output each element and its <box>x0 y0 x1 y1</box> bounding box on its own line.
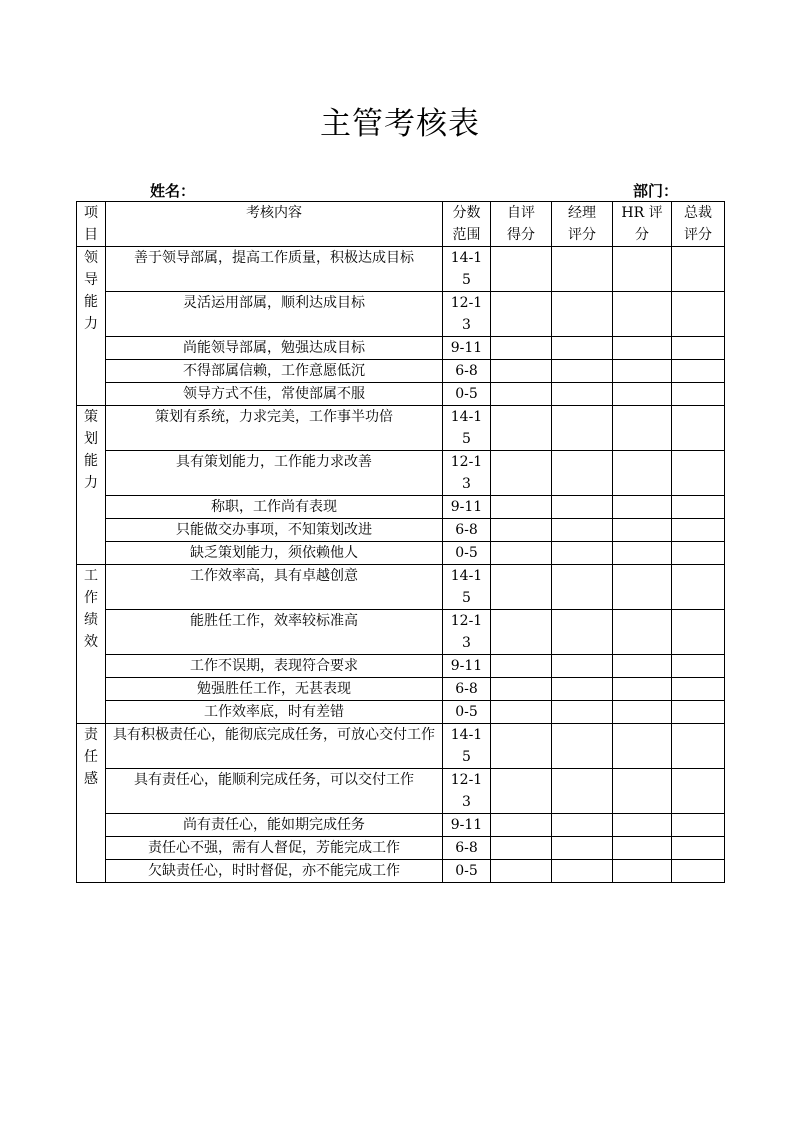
table-row <box>77 519 725 542</box>
manager-score-cell[interactable] <box>552 360 613 383</box>
score-range-cell: 14-15 <box>443 247 491 292</box>
category-cell-responsibility: 责任感 <box>77 724 106 883</box>
hr-score-cell[interactable] <box>613 701 672 724</box>
table-row <box>77 769 725 814</box>
table-row <box>77 701 725 724</box>
score-range-cell: 0-5 <box>443 701 491 724</box>
header-item: 项目 <box>77 202 106 247</box>
hr-score-cell[interactable] <box>613 292 672 337</box>
self-score-cell[interactable] <box>491 655 552 678</box>
manager-score-cell[interactable] <box>552 383 613 406</box>
manager-score-cell[interactable] <box>552 337 613 360</box>
score-range-cell: 6-8 <box>443 519 491 542</box>
hr-score-cell[interactable] <box>613 860 672 883</box>
table-row <box>77 814 725 837</box>
score-range-cell: 12-13 <box>443 769 491 814</box>
score-range-cell: 9-11 <box>443 337 491 360</box>
hr-score-cell[interactable] <box>613 655 672 678</box>
manager-score-cell[interactable] <box>552 406 613 451</box>
criteria-cell: 领导方式不佳，常使部属不服 <box>106 383 443 406</box>
hr-score-cell[interactable] <box>613 406 672 451</box>
table-row <box>77 383 725 406</box>
table-row <box>77 565 725 610</box>
table-row <box>77 292 725 337</box>
evaluation-table <box>76 201 725 883</box>
score-range-cell: 12-13 <box>443 610 491 655</box>
manager-score-cell[interactable] <box>552 860 613 883</box>
table-row <box>77 406 725 451</box>
header-manager-score: 经理评分 <box>552 202 613 247</box>
table-row <box>77 837 725 860</box>
table-row <box>77 360 725 383</box>
ceo-score-cell[interactable] <box>672 678 725 701</box>
self-score-cell[interactable] <box>491 860 552 883</box>
category-cell-leadership: 领导能力 <box>77 247 106 406</box>
manager-score-cell[interactable] <box>552 678 613 701</box>
self-score-cell[interactable] <box>491 496 552 519</box>
score-range-cell: 0-5 <box>443 383 491 406</box>
self-score-cell[interactable] <box>491 360 552 383</box>
hr-score-cell[interactable] <box>613 837 672 860</box>
table-row <box>77 496 725 519</box>
table-row <box>77 542 725 565</box>
score-range-cell: 12-13 <box>443 451 491 496</box>
criteria-cell: 缺乏策划能力，须依赖他人 <box>106 542 443 565</box>
criteria-cell: 工作不误期，表现符合要求 <box>106 655 443 678</box>
hr-score-cell[interactable] <box>613 451 672 496</box>
criteria-cell: 勉强胜任工作，无甚表现 <box>106 678 443 701</box>
ceo-score-cell[interactable] <box>672 860 725 883</box>
ceo-score-cell[interactable] <box>672 610 725 655</box>
manager-score-cell[interactable] <box>552 247 613 292</box>
manager-score-cell[interactable] <box>552 519 613 542</box>
hr-score-cell[interactable] <box>613 678 672 701</box>
page-title: 主管考核表 <box>320 106 480 142</box>
criteria-cell: 只能做交办事项，不知策划改进 <box>106 519 443 542</box>
hr-score-cell[interactable] <box>613 247 672 292</box>
hr-score-cell[interactable] <box>613 383 672 406</box>
hr-score-cell[interactable] <box>613 496 672 519</box>
header-self-score: 自评得分 <box>491 202 552 247</box>
score-range-cell: 6-8 <box>443 678 491 701</box>
hr-score-cell[interactable] <box>613 360 672 383</box>
ceo-score-cell[interactable] <box>672 724 725 769</box>
score-range-cell: 12-13 <box>443 292 491 337</box>
score-range-cell: 14-15 <box>443 565 491 610</box>
score-range-cell: 0-5 <box>443 860 491 883</box>
criteria-cell: 不得部属信赖，工作意愿低沉 <box>106 360 443 383</box>
score-range-cell: 9-11 <box>443 496 491 519</box>
ceo-score-cell[interactable] <box>672 542 725 565</box>
department-label: 部门： <box>633 182 679 200</box>
manager-score-cell[interactable] <box>552 496 613 519</box>
category-cell-performance: 工作绩效 <box>77 565 106 724</box>
hr-score-cell[interactable] <box>613 724 672 769</box>
manager-score-cell[interactable] <box>552 655 613 678</box>
category-cell-planning: 策划能力 <box>77 406 106 565</box>
criteria-cell: 称职，工作尚有表现 <box>106 496 443 519</box>
header-ceo-score: 总裁评分 <box>672 202 725 247</box>
self-score-cell[interactable] <box>491 337 552 360</box>
manager-score-cell[interactable] <box>552 724 613 769</box>
manager-score-cell[interactable] <box>552 451 613 496</box>
ceo-score-cell[interactable] <box>672 837 725 860</box>
table-row <box>77 451 725 496</box>
criteria-cell: 欠缺责任心，时时督促，亦不能完成工作 <box>106 860 443 883</box>
table-row <box>77 678 725 701</box>
manager-score-cell[interactable] <box>552 565 613 610</box>
header-hr-score: HR 评分 <box>613 202 672 247</box>
self-score-cell[interactable] <box>491 837 552 860</box>
self-score-cell[interactable] <box>491 701 552 724</box>
ceo-score-cell[interactable] <box>672 383 725 406</box>
header-content: 考核内容 <box>106 202 443 247</box>
ceo-score-cell[interactable] <box>672 655 725 678</box>
criteria-cell: 工作效率高，具有卓越创意 <box>106 565 443 610</box>
self-score-cell[interactable] <box>491 451 552 496</box>
ceo-score-cell[interactable] <box>672 451 725 496</box>
manager-score-cell[interactable] <box>552 701 613 724</box>
header-row <box>77 202 725 247</box>
hr-score-cell[interactable] <box>613 542 672 565</box>
criteria-cell: 具有策划能力，工作能力求改善 <box>106 451 443 496</box>
ceo-score-cell[interactable] <box>672 814 725 837</box>
ceo-score-cell[interactable] <box>672 565 725 610</box>
score-range-cell: 9-11 <box>443 655 491 678</box>
criteria-cell: 策划有系统，力求完美，工作事半功倍 <box>106 406 443 451</box>
score-range-cell: 0-5 <box>443 542 491 565</box>
self-score-cell[interactable] <box>491 247 552 292</box>
self-score-cell[interactable] <box>491 542 552 565</box>
self-score-cell[interactable] <box>491 769 552 814</box>
self-score-cell[interactable] <box>491 565 552 610</box>
criteria-cell: 善于领导部属，提高工作质量，积极达成目标 <box>106 247 443 292</box>
self-score-cell[interactable] <box>491 678 552 701</box>
criteria-cell: 能胜任工作，效率较标准高 <box>106 610 443 655</box>
table-row <box>77 247 725 292</box>
criteria-cell: 尚有责任心，能如期完成任务 <box>106 814 443 837</box>
criteria-cell: 具有责任心，能顺利完成任务，可以交付工作 <box>106 769 443 814</box>
manager-score-cell[interactable] <box>552 769 613 814</box>
ceo-score-cell[interactable] <box>672 247 725 292</box>
hr-score-cell[interactable] <box>613 814 672 837</box>
score-range-cell: 9-11 <box>443 814 491 837</box>
table-row <box>77 337 725 360</box>
ceo-score-cell[interactable] <box>672 406 725 451</box>
manager-score-cell[interactable] <box>552 292 613 337</box>
score-range-cell: 14-15 <box>443 724 491 769</box>
criteria-cell: 工作效率底，时有差错 <box>106 701 443 724</box>
table-row <box>77 724 725 769</box>
score-range-cell: 6-8 <box>443 837 491 860</box>
ceo-score-cell[interactable] <box>672 519 725 542</box>
hr-score-cell[interactable] <box>613 769 672 814</box>
criteria-cell: 灵活运用部属，顺利达成目标 <box>106 292 443 337</box>
table-row <box>77 860 725 883</box>
self-score-cell[interactable] <box>491 814 552 837</box>
name-label: 姓名： <box>150 182 196 200</box>
ceo-score-cell[interactable] <box>672 360 725 383</box>
self-score-cell[interactable] <box>491 519 552 542</box>
manager-score-cell[interactable] <box>552 814 613 837</box>
criteria-cell: 尚能领导部属，勉强达成目标 <box>106 337 443 360</box>
ceo-score-cell[interactable] <box>672 701 725 724</box>
score-range-cell: 14-15 <box>443 406 491 451</box>
ceo-score-cell[interactable] <box>672 769 725 814</box>
ceo-score-cell[interactable] <box>672 292 725 337</box>
table-row <box>77 610 725 655</box>
hr-score-cell[interactable] <box>613 610 672 655</box>
header-range: 分数范围 <box>443 202 491 247</box>
score-range-cell: 6-8 <box>443 360 491 383</box>
ceo-score-cell[interactable] <box>672 496 725 519</box>
self-score-cell[interactable] <box>491 724 552 769</box>
manager-score-cell[interactable] <box>552 837 613 860</box>
manager-score-cell[interactable] <box>552 542 613 565</box>
manager-score-cell[interactable] <box>552 610 613 655</box>
self-score-cell[interactable] <box>491 610 552 655</box>
self-score-cell[interactable] <box>491 383 552 406</box>
hr-score-cell[interactable] <box>613 565 672 610</box>
hr-score-cell[interactable] <box>613 519 672 542</box>
self-score-cell[interactable] <box>491 406 552 451</box>
ceo-score-cell[interactable] <box>672 337 725 360</box>
criteria-cell: 具有积极责任心，能彻底完成任务，可放心交付工作 <box>106 724 443 769</box>
hr-score-cell[interactable] <box>613 337 672 360</box>
criteria-cell: 责任心不强，需有人督促，芳能完成工作 <box>106 837 443 860</box>
table-row <box>77 655 725 678</box>
self-score-cell[interactable] <box>491 292 552 337</box>
